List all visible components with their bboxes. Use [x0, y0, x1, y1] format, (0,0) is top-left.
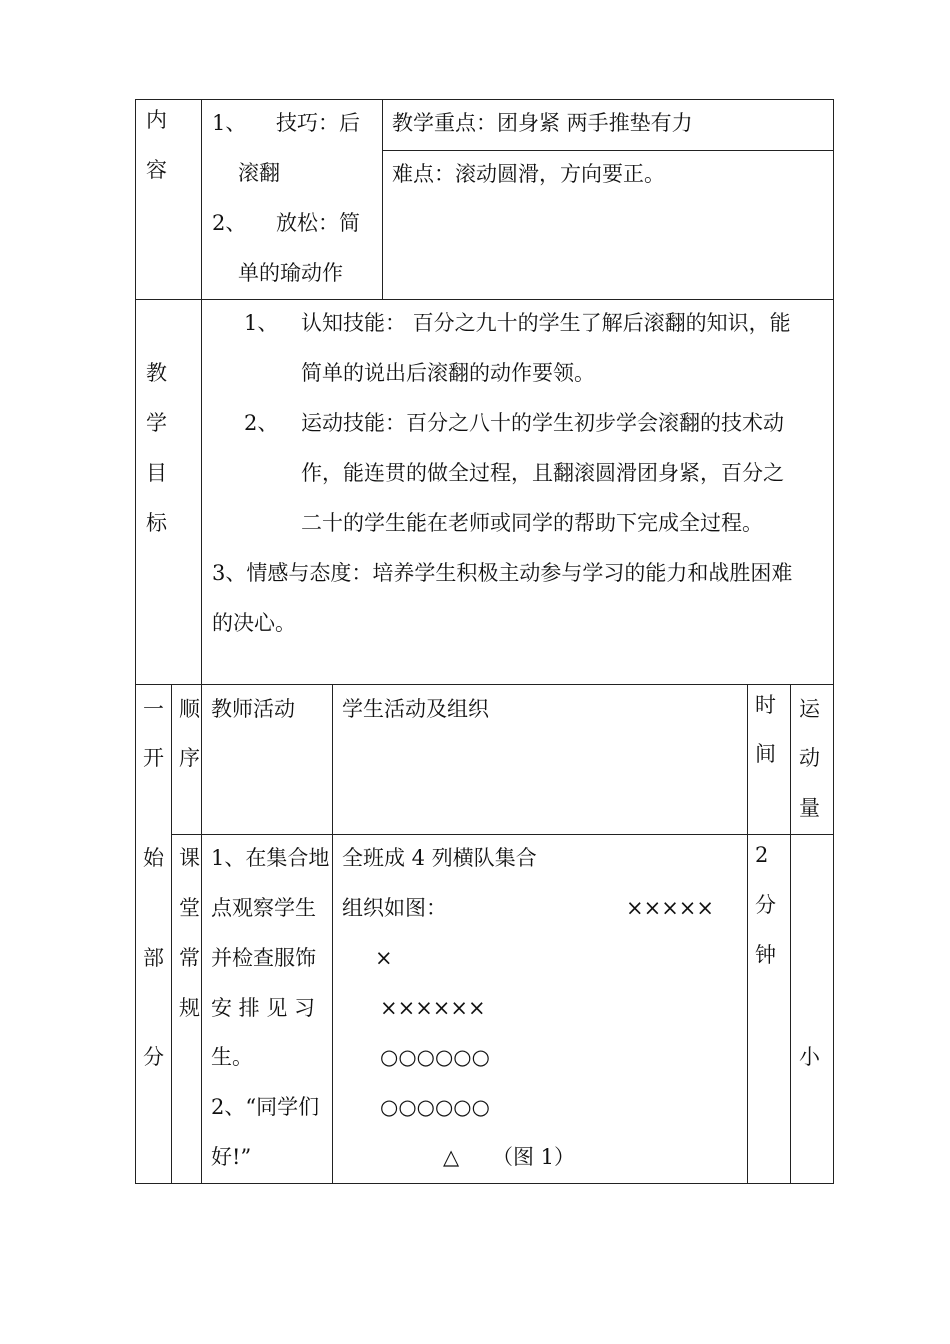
difficulty-text: 难点：滚动圆滑，方向要正。: [392, 162, 665, 186]
goal2-line3: 二十的学生能在老师或同学的帮助下完成全过程。: [301, 511, 763, 535]
row-order-char: 规: [179, 996, 200, 1020]
divider-part-col: [171, 684, 172, 1184]
teacher-activity-line: 好!”: [211, 1145, 252, 1169]
table-border-right: [833, 99, 834, 1184]
divider-keypoint: [382, 150, 834, 151]
goal2-num: 2、: [244, 411, 279, 435]
teacher-activity-line: 安 排 见 习: [211, 996, 316, 1020]
divider-label-col: [201, 99, 202, 1184]
table-border-bottom: [135, 1183, 834, 1184]
figure-caption: （图 1）: [492, 1145, 576, 1169]
time-value-char: 2: [755, 843, 769, 867]
goal3-line1: 3、情感与态度：培养学生积极主动参与学习的能力和战胜困难: [212, 561, 793, 585]
divider-section2: [135, 684, 834, 685]
formation-row-b: ×: [375, 946, 393, 970]
teacher-position-mark: △: [443, 1145, 460, 1169]
section1-label-char: 内: [146, 108, 167, 132]
divider-teacher-col: [332, 684, 333, 1184]
part-label-char: 始: [143, 846, 164, 870]
header-time-char: 时: [755, 693, 776, 717]
part-label-char: 开: [143, 746, 164, 770]
content-item2-num: 2、: [212, 211, 247, 235]
teacher-activity-line: 并检查服饰: [211, 946, 316, 970]
goal1-line1: 认知技能： 百分之九十的学生了解后滚翻的知识，能: [301, 311, 791, 335]
part-label-char: 部: [143, 946, 164, 970]
row-order-char: 常: [179, 946, 200, 970]
header-student: 学生活动及组织: [342, 697, 489, 721]
divider-section1: [135, 299, 834, 300]
teacher-activity-line: 生。: [211, 1045, 253, 1069]
section2-label-char: 教: [146, 361, 167, 385]
content-item1-title: 技巧：后: [276, 111, 360, 135]
goal3-line2: 的决心。: [212, 611, 296, 635]
table-border-left: [135, 99, 136, 1184]
time-value-char: 钟: [755, 943, 776, 967]
teacher-activity-line: 1、在集合地: [211, 846, 330, 870]
formation-row-a: ×××××: [626, 896, 714, 920]
goal1-line2: 简单的说出后滚翻的动作要领。: [301, 361, 595, 385]
section2-label-char: 标: [146, 511, 167, 535]
content-item1-cont: 滚翻: [238, 161, 280, 185]
content-item2-title: 放松：简: [276, 211, 360, 235]
goal1-num: 1、: [244, 311, 279, 335]
exercise-load-value: 小: [799, 1045, 820, 1069]
goal2-line1: 运动技能：百分之八十的学生初步学会滚翻的技术动: [301, 411, 784, 435]
section2-label-char: 学: [146, 411, 167, 435]
part-label-char: 分: [143, 1045, 164, 1069]
header-time-char: 间: [755, 742, 776, 766]
teacher-activity-line: 点观察学生: [211, 896, 316, 920]
time-value-char: 分: [755, 893, 776, 917]
header-load-char: 量: [799, 796, 820, 820]
student-activity-line1: 全班成 4 列横队集合: [342, 846, 537, 870]
divider-header-row: [171, 834, 834, 835]
formation-row-e: ○○○○○○: [380, 1095, 490, 1119]
header-order-char: 顺: [179, 697, 200, 721]
key-point-text: 教学重点：团身紧 两手推垫有力: [392, 111, 693, 135]
divider-student-col: [747, 684, 748, 1184]
row-order-char: 堂: [179, 896, 200, 920]
section1-label-char: 容: [146, 158, 167, 182]
divider-time-col: [790, 684, 791, 1184]
part-label-char: 一: [143, 697, 164, 721]
teacher-activity-line: 2、“同学们: [211, 1095, 320, 1119]
header-load-char: 动: [799, 746, 820, 770]
row-order-char: 课: [179, 846, 200, 870]
formation-row-c: ××××××: [380, 996, 486, 1020]
student-activity-line2: 组织如图：: [342, 896, 447, 920]
header-order-char: 序: [179, 746, 200, 770]
goal2-line2: 作，能连贯的做全过程，且翻滚圆滑团身紧，百分之: [301, 461, 784, 485]
header-load-char: 运: [799, 697, 820, 721]
divider-content-col: [382, 99, 383, 300]
content-item1-num: 1、: [212, 111, 247, 135]
content-item2-cont: 单的瑜动作: [238, 261, 343, 285]
header-teacher: 教师活动: [211, 697, 295, 721]
formation-row-d: ○○○○○○: [380, 1045, 490, 1069]
section2-label-char: 目: [146, 461, 167, 485]
table-border-top: [135, 99, 834, 100]
